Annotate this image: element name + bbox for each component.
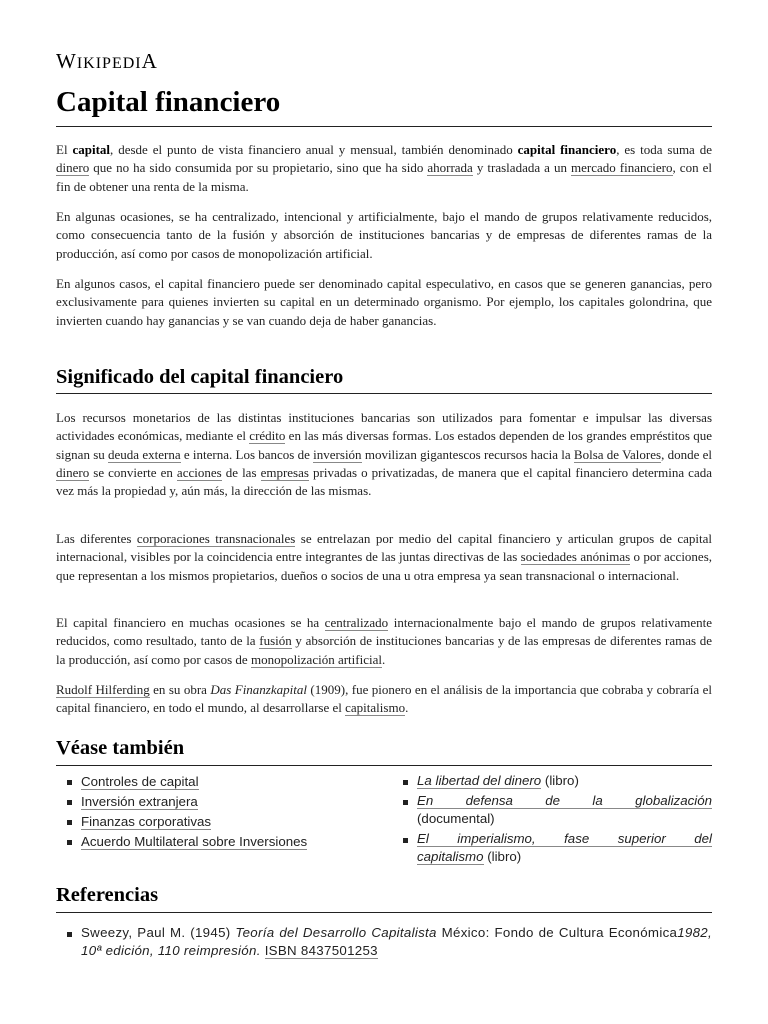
link-isbn[interactable]: ISBN 8437501253 [264, 943, 378, 958]
list-item: El imperialismo, fase superior del capitalismo (libro) [392, 830, 712, 866]
intro-paragraph-2: En algunas ocasiones, se ha centralizado, intencional y artificialmente, bajo el mando de grupos relativamente reducidos, como consecuencia tanto de la fusión y absorción de instituciones bancarias y de empresas de diferentes ramas de la producción, así como por casos de monopolización artificial. [56, 209, 712, 261]
reference-title: Teoría del Desarrollo Capitalista [235, 925, 437, 940]
link-credito[interactable]: crédito [249, 428, 286, 444]
section-heading-significado: Significado del capital financiero [56, 366, 344, 388]
book-title: Das Finanzkapital [210, 682, 307, 697]
see-also-left-list [56, 772, 356, 852]
reference-edition: 1982, 10ª edición, 110 reimpresión. [81, 925, 712, 958]
section-divider [56, 912, 712, 913]
bold-term: capital [72, 142, 111, 157]
intro-paragraph-1: El capital, desde el punto de vista financiero anual y mensual, también denominado capital financiero, es toda suma de dinero que no ha sido consumida por su propietario, sino que ha sido ahorrada y trasladada a un mercado financiero, con el fin de obtener una renta de la misma. [56, 142, 713, 194]
references-list [56, 924, 712, 960]
section-heading-vease-tambien: Véase también [56, 737, 185, 759]
list-item: En defensa de la globalización (documental) [392, 792, 712, 828]
link-ahorrada[interactable]: ahorrada [427, 160, 473, 176]
link-acuerdo-multilateral[interactable]: Acuerdo Multilateral sobre Inversiones [81, 834, 308, 849]
link-centralizado[interactable]: centralizado [324, 615, 389, 630]
section1-paragraph-4: Rudolf Hilferding en su obra Das Finanzkapital (1909), fue pionero en el análisis de la importancia que cobraba y cobraría el capital financiero, en todo el mundo, al desarrollarse el capitalismo. [56, 682, 713, 716]
reference-item: Sweezy, Paul M. (1945) Teoría del Desarrollo Capitalista México: Fondo de Cultura Económica1982, 10ª edición, 110 reimpresión. ISBN 8437501253 [56, 924, 712, 960]
link-dinero[interactable]: dinero [56, 464, 90, 480]
link-deuda-externa[interactable]: deuda externa [108, 446, 181, 462]
link-el-imperialismo[interactable]: El imperialismo, fase superior del [417, 831, 712, 846]
list-item [56, 832, 356, 852]
link-la-libertad-del-dinero[interactable]: La libertad del dinero [417, 773, 542, 788]
link-rudolf-hilferding[interactable]: Rudolf Hilferding [56, 682, 150, 697]
link-en-defensa-de-la-globalizacion[interactable]: En defensa de la globalización [417, 793, 712, 808]
link-finanzas-corporativas[interactable]: Finanzas corporativas [81, 814, 212, 829]
wordmark-letter: W [56, 49, 77, 73]
link-corporaciones-transnacionales[interactable]: corporaciones transnacionales [136, 531, 296, 546]
link-mercado-financiero[interactable]: mercado financiero [571, 160, 673, 176]
list-item [56, 812, 356, 832]
link-acciones[interactable]: acciones [176, 464, 222, 480]
link-capitalismo[interactable]: capitalismo [345, 700, 406, 716]
link-fusion[interactable]: fusión [259, 633, 292, 649]
see-also-right-list [392, 772, 712, 868]
link-empresas[interactable]: empresas [260, 464, 309, 480]
bold-term: capital financiero [517, 142, 617, 157]
link-inversion[interactable]: inversión [313, 446, 362, 462]
section-divider [56, 393, 712, 394]
title-divider [56, 126, 712, 127]
link-inversion-extranjera[interactable]: Inversión extranjera [81, 794, 198, 809]
section-divider [56, 765, 712, 766]
link-monopolizacion-artificial[interactable]: monopolización artificial [250, 651, 382, 667]
list-item [56, 772, 356, 792]
wordmark-letter: A [141, 49, 158, 73]
link-sociedades-anonimas[interactable]: sociedades anónimas [520, 549, 631, 565]
link-dinero[interactable]: dinero [56, 160, 90, 176]
list-item: La libertad del dinero (libro) [392, 772, 712, 790]
intro-paragraph-3: En algunos casos, el capital financiero puede ser denominado capital especulativo, en casos que se generen ganancias, pero exclusivamente para quienes invierten su capital en un determinado organismo. Por ejemplo, los capitales golondrina, que invierten cuando hay ganancias y se van cuando deja de haber ganancias. [56, 276, 712, 328]
page-title: Capital financiero [56, 86, 281, 118]
link-bolsa-de-valores[interactable]: Bolsa de Valores [573, 446, 662, 462]
section1-paragraph-1: Los recursos monetarios de las distintas instituciones bancarias son utilizados para fomentar e impulsar las diversas actividades económicas, mediante el crédito en las más diversas formas. Los estados dependen de los grandes empréstitos que signan su deuda externa e interna. Los bancos de inversión movilizan gigantescos recursos hacia la Bolsa de Valores, donde el dinero se convierte en acciones de las empresas privadas o privatizadas, de manera que el capital financiero determina cada vez más la propiedad y, aún más, la dirección de las mismas. [56, 410, 713, 499]
section1-paragraph-3: El capital financiero en muchas ocasiones se ha centralizado internacionalmente bajo el mando de grupos relativamente reducidos, como resultado, tanto de la fusión y absorción de instituciones bancarias y de las empresas de diferentes ramas de la producción, así como por casos de monopolización artificial. [56, 615, 712, 667]
link-el-imperialismo-cont[interactable]: capitalismo [417, 849, 484, 864]
wikipedia-wordmark[interactable] [56, 49, 158, 74]
list-item [56, 792, 356, 812]
wordmark-smallcaps: IKIPEDI [76, 55, 142, 72]
link-controles-de-capital[interactable]: Controles de capital [81, 774, 199, 789]
section-heading-referencias: Referencias [56, 884, 159, 906]
section1-paragraph-2: Las diferentes corporaciones transnacionales se entrelazan por medio del capital financiero y articulan grupos de capital internacional, visibles por la coincidencia entre integrantes de las juntas directivas de las sociedades anónimas o por acciones, que representan a los mismos propietarios, dueños o socios de una u otra empresa ya sean transnacional o internacional. [56, 531, 713, 583]
